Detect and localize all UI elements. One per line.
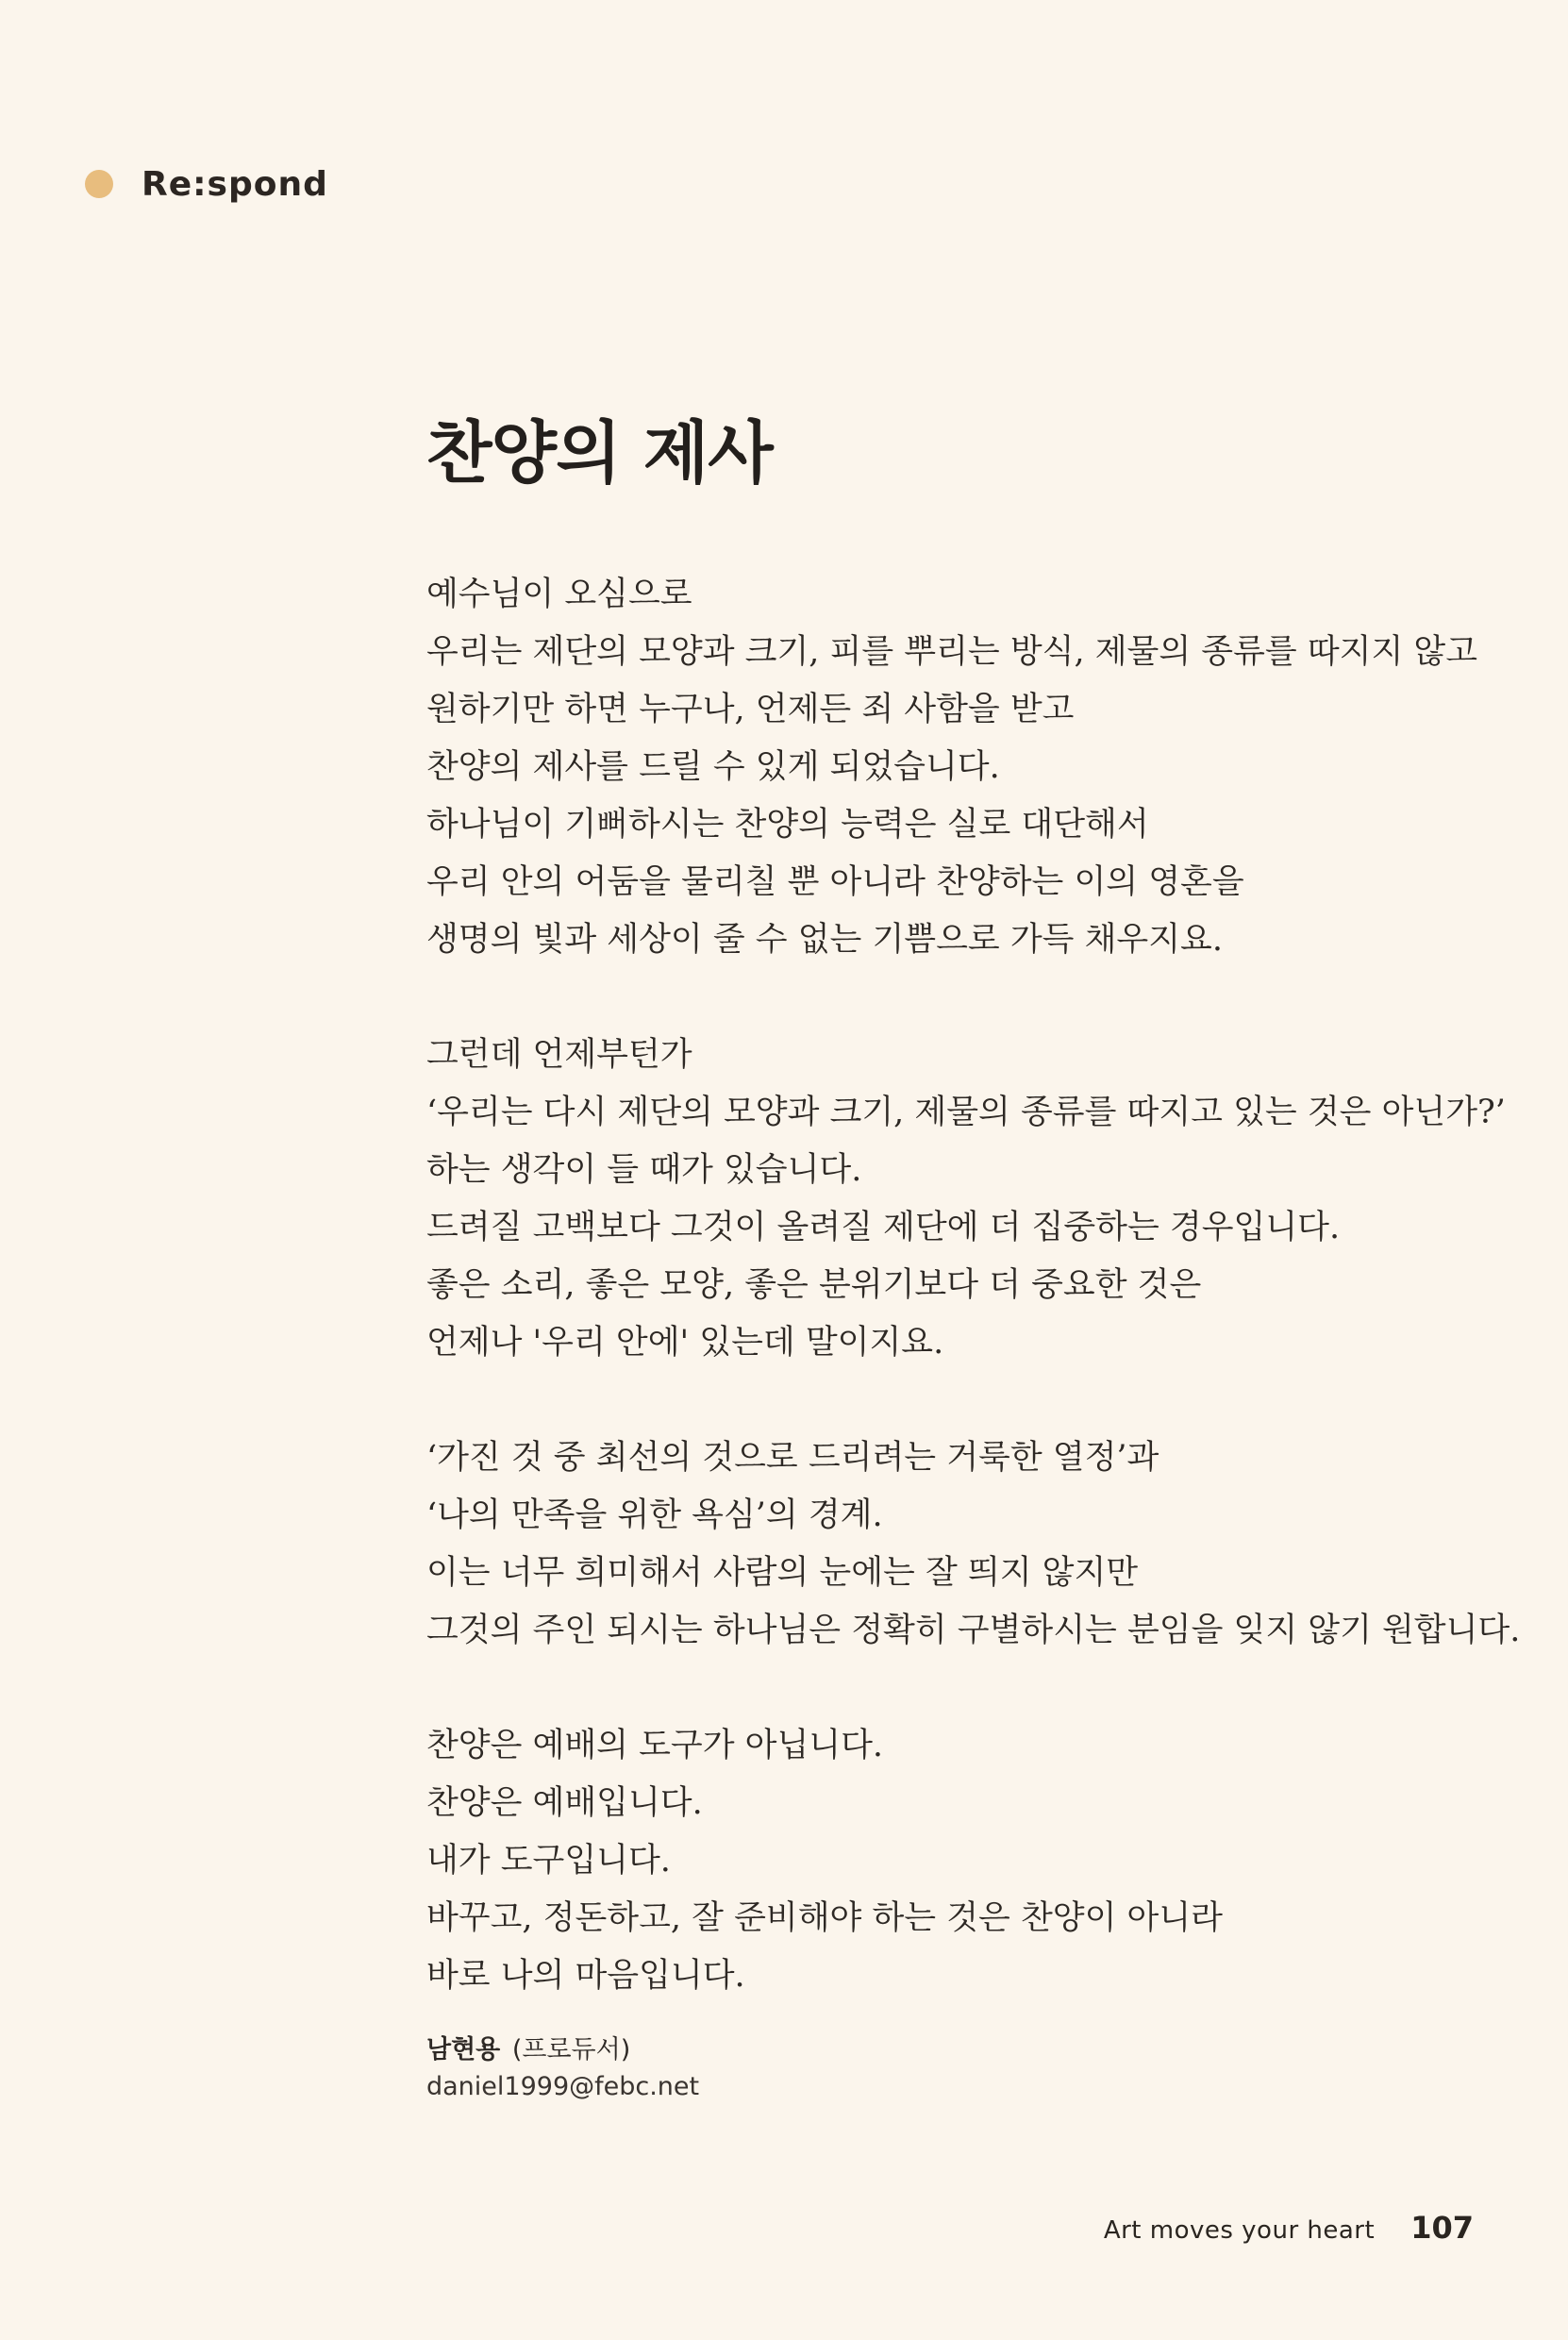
body-line: ‘가진 것 중 최선의 것으로 드리려는 거룩한 열정’과 <box>426 1439 1159 1477</box>
page-number: 107 <box>1410 2210 1474 2246</box>
author-line <box>426 2031 1511 2069</box>
body-line: 원하기만 하면 누구나, 언제든 죄 사함을 받고 <box>426 691 1075 728</box>
article-title: 찬양의 제사 <box>426 412 773 493</box>
section-dot-icon <box>85 170 113 198</box>
body-line: 바로 나의 마음입니다. <box>426 1957 745 1995</box>
body-line: 그것의 주인 되시는 하나님은 정확히 구별하시는 분임을 잊지 않기 원합니다. <box>426 1612 1521 1649</box>
body-line: ‘나의 만족을 위한 욕심’의 경계. <box>426 1496 883 1534</box>
footer-tagline: Art moves your heart <box>1103 2216 1376 2245</box>
body-line: 언제나 '우리 안에' 있는데 말이지요. <box>426 1324 944 1362</box>
body-line: 그런데 언제부턴가 <box>426 1036 692 1074</box>
author-name: 남현용 <box>426 2035 501 2064</box>
body-line: 바꾸고, 정돈하고, 잘 준비해야 하는 것은 찬양이 아니라 <box>426 1899 1223 1937</box>
page-footer <box>1104 2210 1474 2246</box>
body-line: ‘우리는 다시 제단의 모양과 크기, 제물의 종류를 따지고 있는 것은 아닌가?’ <box>426 1094 1506 1131</box>
byline <box>426 2031 1511 2105</box>
body-line: 이는 너무 희미해서 사람의 눈에는 잘 띄지 않지만 <box>426 1554 1139 1592</box>
body-line: 찬양은 예배의 도구가 아닙니다. <box>426 1727 884 1764</box>
article-body <box>426 566 1521 2005</box>
body-line: 드려질 고백보다 그것이 올려질 제단에 더 집중하는 경우입니다. <box>426 1209 1341 1246</box>
stanza-4 <box>426 1717 1511 2005</box>
body-line: 생명의 빛과 세상이 줄 수 없는 기쁨으로 가득 채우지요. <box>426 921 1223 959</box>
stanza-2 <box>426 1027 1511 1372</box>
stanza-1 <box>426 566 1511 969</box>
body-line: 찬양의 제사를 드릴 수 있게 되었습니다. <box>426 748 1000 786</box>
body-line: 찬양은 예배입니다. <box>426 1784 703 1822</box>
body-line: 우리 안의 어둠을 물리칠 뿐 아니라 찬양하는 이의 영혼을 <box>426 863 1244 901</box>
article <box>426 406 1521 2105</box>
body-line: 하는 생각이 들 때가 있습니다. <box>426 1151 862 1189</box>
body-line: 우리는 제단의 모양과 크기, 피를 뿌리는 방식, 제물의 종류를 따지지 않고 <box>426 633 1477 671</box>
section-header <box>85 160 328 208</box>
stanza-3 <box>426 1429 1521 1660</box>
section-label: Re:spond <box>142 164 328 204</box>
body-line: 내가 도구입니다. <box>426 1842 671 1880</box>
body-line: 좋은 소리, 좋은 모양, 좋은 분위기보다 더 중요한 것은 <box>426 1266 1202 1304</box>
author-email: daniel1999@febc.net <box>426 2072 700 2101</box>
author-role: (프로듀서) <box>511 2035 631 2064</box>
body-line: 예수님이 오심으로 <box>426 576 692 613</box>
body-line: 하나님이 기뻐하시는 찬양의 능력은 실로 대단해서 <box>426 806 1149 844</box>
